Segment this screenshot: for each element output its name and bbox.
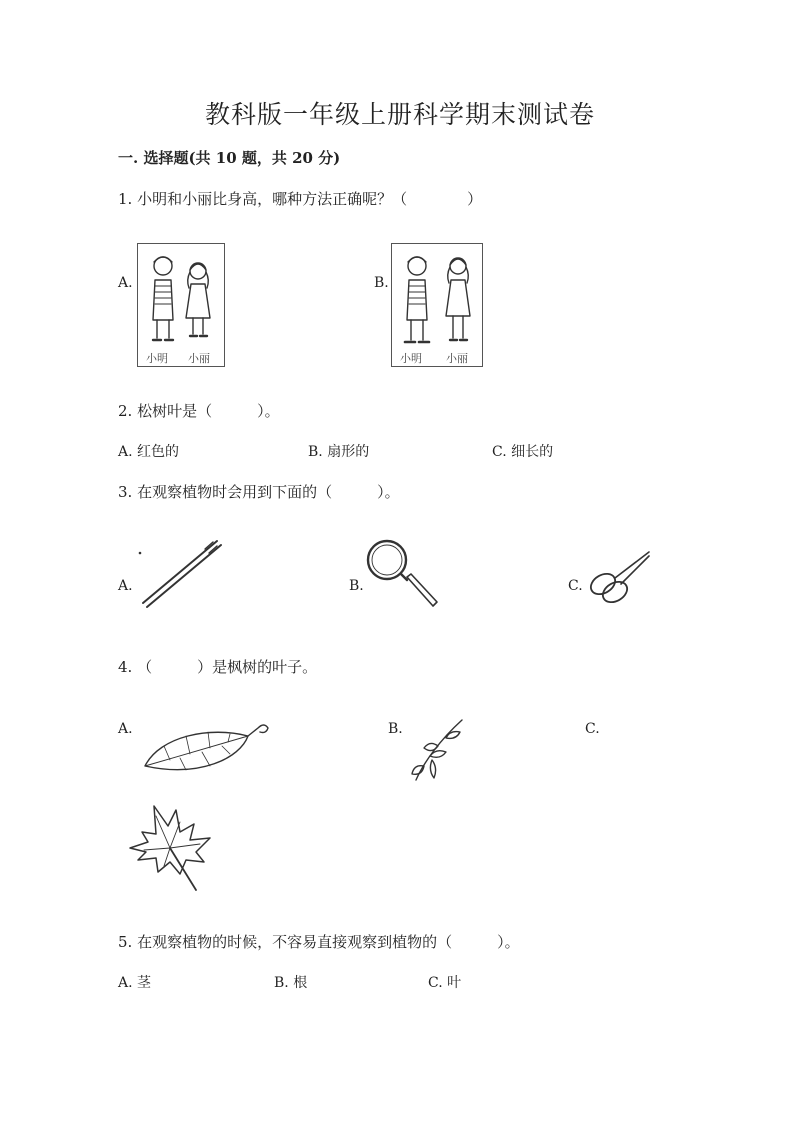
section-heading: 一. 选择题(共 10 题，共 20 分) [118, 149, 341, 167]
oval-leaf-icon [140, 718, 270, 780]
q3-option-b-label: B. [349, 578, 364, 594]
q1-b-caption-girl: 小丽 [446, 352, 468, 365]
q1-option-b-image [391, 243, 483, 367]
q3-option-a-label: A. [118, 578, 133, 594]
willow-twig-icon [410, 716, 470, 784]
q5-option-c: C. 叶 [428, 975, 462, 991]
q2-option-a: A. 红色的 [118, 444, 180, 460]
q4-option-a-label: A. [118, 721, 133, 737]
q1-a-caption-girl: 小丽 [188, 352, 210, 365]
question-5-text: 5. 在观察植物的时候，不容易直接观察到植物的（ ）。 [118, 933, 520, 951]
q5-option-b: B. 根 [274, 975, 308, 991]
question-3-text: 3. 在观察植物时会用到下面的（ ）。 [118, 483, 400, 501]
magnifier-icon [363, 536, 443, 612]
q3-option-c-label: C. [568, 578, 583, 594]
question-1-text: 1. 小明和小丽比身高，哪种方法正确呢？（ ） [118, 190, 483, 208]
q1-option-b-label: B. [374, 275, 389, 291]
q4-option-c-label: C. [585, 721, 600, 737]
q5-option-a: A. 茎 [118, 975, 152, 991]
q1-b-caption-boy: 小明 [400, 352, 422, 365]
q1-a-caption-boy: 小明 [146, 352, 168, 365]
question-2-text: 2. 松树叶是（ ）。 [118, 402, 280, 420]
q2-option-c: C. 细长的 [492, 444, 554, 460]
page-title: 教科版一年级上册科学期末测试卷 [204, 100, 595, 129]
maple-leaf-icon [124, 802, 222, 894]
q1-option-a-label: A. [118, 275, 133, 291]
scissors-icon [585, 548, 655, 610]
question-4-text: 4. （ ）是枫树的叶子。 [118, 658, 318, 676]
q1-option-a-image [137, 243, 225, 367]
q2-option-b: B. 扇形的 [308, 444, 370, 460]
q4-option-b-label: B. [388, 721, 403, 737]
chopsticks-icon [135, 535, 230, 615]
